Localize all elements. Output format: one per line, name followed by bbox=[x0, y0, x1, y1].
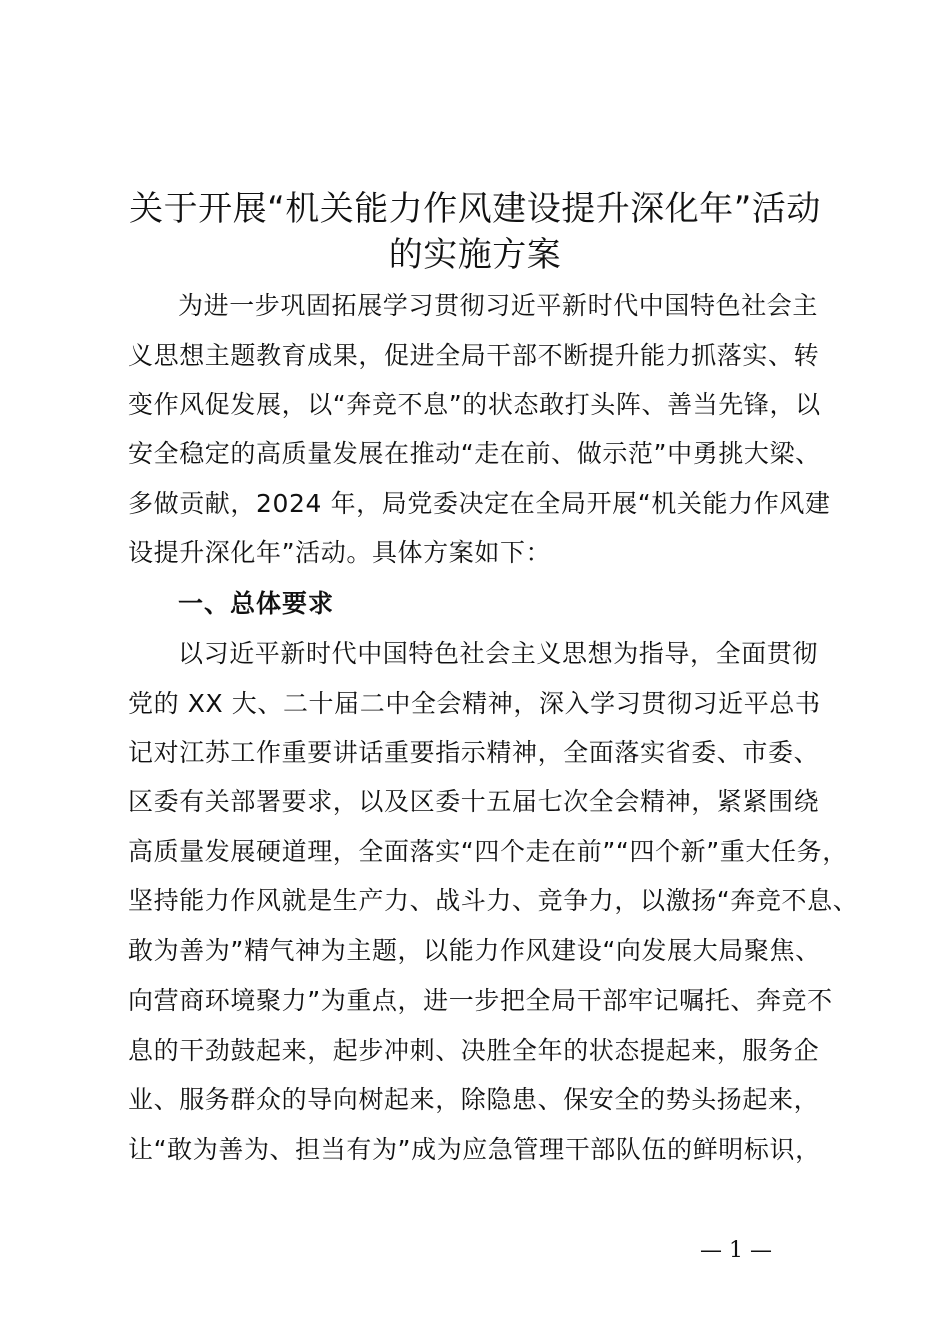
paragraph-line: 设提升深化年”活动。具体方案如下： bbox=[128, 538, 552, 567]
paragraph-line: 业、服务群众的导向树起来，除隐患、保安全的势头扬起来， bbox=[128, 1085, 820, 1114]
paragraph-line: 记对江苏工作重要讲话重要指示精神，全面落实省委、市委、 bbox=[128, 738, 820, 767]
paragraph-line: 向营商环境聚力”为重点，进一步把全局干部牢记嘱托、奔竞不 bbox=[128, 986, 833, 1015]
paragraph-line: 多做贡献，2024 年，局党委决定在全局开展“机关能力作风建 bbox=[128, 489, 831, 518]
paragraph-line: 息的干劲鼓起来，起步冲刺、决胜全年的状态提起来，服务企 bbox=[128, 1036, 820, 1065]
document-title-line-2: 的实施方案 bbox=[388, 235, 562, 275]
document-title-line-1: 关于开展“机关能力作风建设提升深化年”活动 bbox=[129, 189, 821, 229]
paragraph-line: 区委有关部署要求，以及区委十五届七次全会精神，紧紧围绕 bbox=[128, 787, 820, 816]
paragraph-line: 变作风促发展，以“奔竞不息”的状态敢打头阵、善当先锋，以 bbox=[128, 390, 821, 419]
page-number: — 1 — bbox=[700, 1238, 772, 1263]
paragraph-line: 让“敢为善为、担当有为”成为应急管理干部队伍的鲜明标识， bbox=[128, 1135, 821, 1164]
paragraph-line: 义思想主题教育成果，促进全局干部不断提升能力抓落实、转 bbox=[128, 341, 820, 370]
paragraph-line: 高质量发展硬道理，全面落实“四个走在前”“四个新”重大任务， bbox=[128, 837, 848, 866]
paragraph-line: 坚持能力作风就是生产力、战斗力、竞争力，以激扬“奔竞不息、 bbox=[128, 886, 859, 915]
paragraph-line: 党的 XX 大、二十届二中全会精神，深入学习贯彻习近平总书 bbox=[128, 689, 821, 718]
paragraph-line: 安全稳定的高质量发展在推动“走在前、做示范”中勇挑大梁、 bbox=[128, 439, 821, 468]
section-heading: 一、总体要求 bbox=[178, 589, 335, 618]
paragraph-line: 以习近平新时代中国特色社会主义思想为指导，全面贯彻 bbox=[178, 639, 819, 668]
paragraph-line: 敢为善为”精气神为主题，以能力作风建设“向发展大局聚焦、 bbox=[128, 936, 821, 965]
paragraph-line: 为进一步巩固拓展学习贯彻习近平新时代中国特色社会主 bbox=[178, 291, 819, 320]
